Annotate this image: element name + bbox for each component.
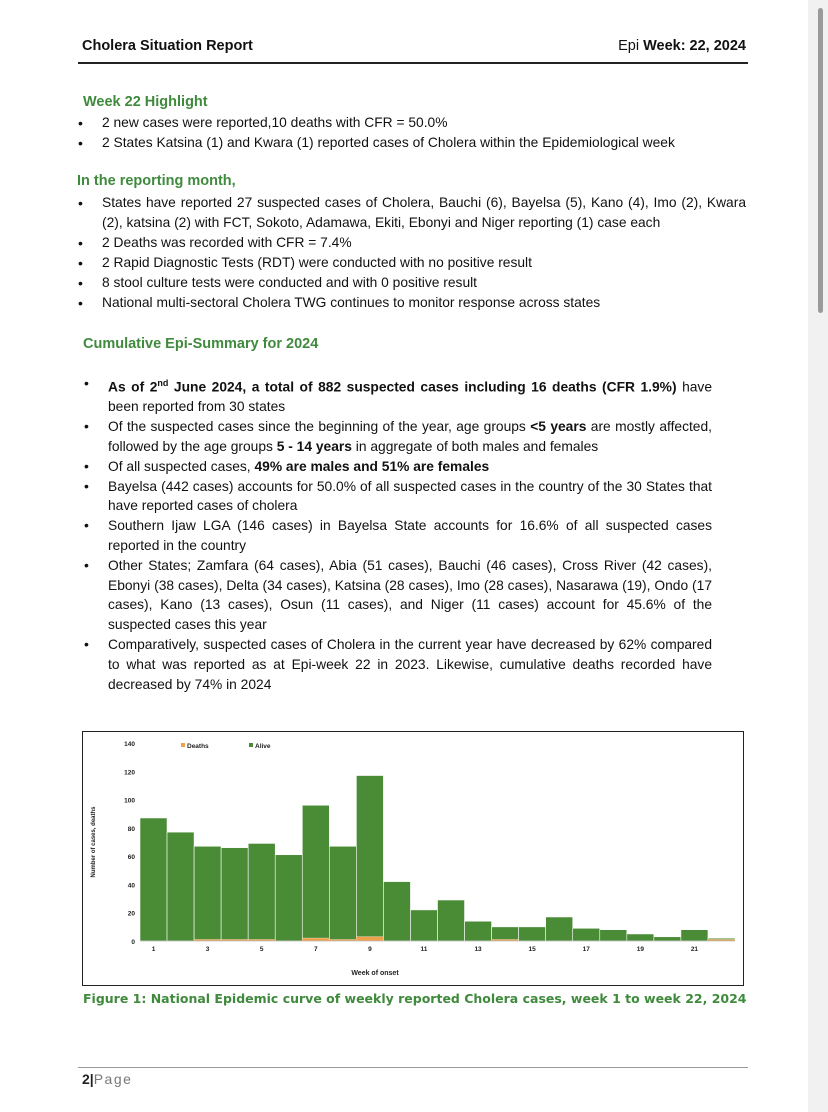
list-item: • Bayelsa (442 cases) accounts for 50.0% of all suspected cases in the country of the 30 States that have reported cases of cholera [80, 477, 712, 517]
y-tick-label: 80 [127, 825, 135, 833]
bar-alive [329, 846, 356, 939]
page-header [78, 38, 748, 64]
y-axis-label: Number of cases, deaths [91, 806, 97, 878]
reporting-month-heading: In the reporting month, [77, 173, 236, 189]
page-footer [78, 1067, 748, 1092]
reporting-month-list [78, 193, 746, 313]
list-item: • Comparatively, suspected cases of Cholera in the current year have decreased by 62% compared to what was reported as at Epi-week 22 in 2023. Likewise, cumulative deaths recorded have decreased by 74% in 2024 [80, 635, 712, 694]
y-tick-label: 60 [127, 854, 135, 862]
bar-alive [546, 917, 573, 941]
bar-alive [275, 855, 302, 941]
x-tick-label: 11 [420, 946, 428, 953]
bar-alive [221, 848, 248, 940]
epi-week: Epi Week: 22, 2024 [618, 38, 746, 54]
bar-alive [708, 938, 735, 939]
bar-alive [438, 900, 465, 941]
bar-deaths [356, 937, 383, 941]
legend-swatch-deaths [181, 743, 185, 747]
bar-alive [383, 882, 410, 941]
x-tick-label: 5 [259, 946, 264, 953]
bar-deaths [302, 938, 329, 941]
x-tick-label: 9 [368, 946, 372, 953]
list-item: • Southern Ijaw LGA (146 cases) in Bayelsa State accounts for 16.6% of all suspected cases reported in the country [80, 516, 712, 556]
x-tick-label: 21 [690, 946, 699, 953]
y-tick-label: 140 [124, 741, 135, 748]
list-item: • 2 Rapid Diagnostic Tests (RDT) were conducted with no positive result [78, 253, 746, 273]
bar-alive [465, 921, 492, 941]
legend-label-alive: Alive [255, 743, 271, 750]
y-tick-label: 120 [124, 769, 135, 777]
list-item: • 2 Deaths was recorded with CFR = 7.4% [78, 233, 746, 253]
bar-alive [167, 832, 194, 941]
epi-curve-chart [82, 731, 744, 986]
x-tick-label: 15 [528, 946, 536, 953]
x-tick-label: 13 [474, 946, 482, 953]
highlight-list [78, 113, 758, 153]
list-item: • National multi-sectoral Cholera TWG continues to monitor response across states [78, 293, 746, 313]
bar-alive [654, 937, 681, 941]
bar-alive [600, 930, 627, 941]
bar-alive [248, 843, 275, 939]
cumulative-list [80, 374, 712, 694]
figure-caption: Figure 1: National Epidemic curve of weekly reported Cholera cases, week 1 to week 22, 2024 [83, 991, 747, 1006]
list-item: • Of the suspected cases since the beginning of the year, age groups <5 years are mostly affected, followed by the age groups 5 - 14 years in aggregate of both males and females [80, 417, 712, 457]
bar-alive [519, 927, 546, 941]
list-item: • Of all suspected cases, 49% are males and 51% are females [80, 457, 712, 477]
y-tick-label: 20 [127, 910, 135, 918]
list-item: • 2 States Katsina (1) and Kwara (1) reported cases of Cholera within the Epidemiological week [78, 133, 758, 153]
x-tick-label: 1 [151, 946, 156, 953]
bar-alive [627, 934, 654, 941]
list-item: • 2 new cases were reported,10 deaths with CFR = 50.0% [78, 113, 758, 133]
report-title: Cholera Situation Report [82, 38, 253, 54]
scrollbar[interactable] [808, 0, 828, 1112]
scrollbar-thumb[interactable] [818, 8, 823, 313]
bar-alive [194, 846, 221, 939]
cumulative-heading: Cumulative Epi-Summary for 2024 [83, 336, 319, 352]
x-tick-label: 17 [582, 946, 590, 953]
bar-alive [410, 910, 437, 941]
epi-curve-svg [83, 732, 743, 985]
highlight-heading: Week 22 Highlight [83, 94, 208, 110]
legend-label-deaths: Deaths [187, 743, 209, 750]
x-tick-label: 7 [313, 946, 318, 953]
y-tick-label: 40 [127, 882, 135, 890]
x-tick-label: 19 [636, 946, 644, 953]
bar-alive [681, 930, 708, 941]
y-tick-label: 0 [131, 939, 135, 946]
page-number: 2|Page [82, 1071, 133, 1087]
list-item: • 8 stool culture tests were conducted and with 0 positive result [78, 273, 746, 293]
legend-swatch-alive [249, 743, 253, 747]
bar-alive [356, 776, 383, 937]
bar-alive [573, 928, 600, 941]
bar-alive [302, 805, 329, 938]
list-item: • Other States; Zamfara (64 cases), Abia (51 cases), Bauchi (46 cases), Cross River (42 cases), Ebonyi (38 cases), Delta (34 cases), Katsina (28 cases), Imo (28 cases), Nasarawa (19), Ondo (17 cases), Kano (13 cases), Osun (11 cases), and Niger (11 cases) account for 45.6% of the suspected cases this year [80, 556, 712, 635]
y-tick-label: 100 [124, 797, 135, 805]
bar-alive [140, 818, 167, 941]
list-item: • States have reported 27 suspected cases of Cholera, Bauchi (6), Bayelsa (5), Kano (4), Imo (2), Kwara (2), katsina (2) with FCT, Sokoto, Adamawa, Ekiti, Ebonyi and Niger reporting (1) case each [78, 193, 746, 233]
x-axis-label: Week of onset [351, 970, 399, 977]
list-item: • As of 2nd June 2024, a total of 882 suspected cases including 16 deaths (CFR 1.9%) have been reported from 30 states [80, 374, 712, 417]
x-tick-label: 3 [205, 946, 210, 953]
bar-alive [492, 927, 519, 940]
